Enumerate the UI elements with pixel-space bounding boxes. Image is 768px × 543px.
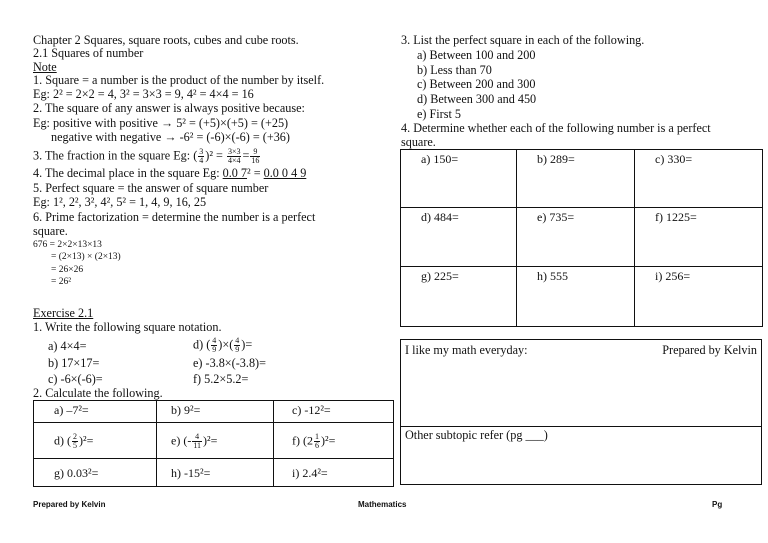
footer-page: Pg	[712, 500, 723, 509]
q2-cell-d: d) ( $\frac{2}{5}$ )²=	[34, 423, 157, 459]
fraction: $\frac{3}{4}$	[199, 147, 204, 165]
q4-cell-c: c) 330=	[635, 150, 763, 208]
question-4-cont: square.	[401, 135, 436, 149]
note-1-example: Eg: 2² = 2×2 = 4, 3² = 3×3 = 9, 4² = 4×4 = 16	[33, 87, 254, 101]
q2-cell-h: h) -15²=	[157, 459, 274, 487]
note-box-right-text: Prepared by Kelvin	[662, 343, 757, 357]
q2-cell-c: c) -12²=	[274, 401, 394, 423]
note-3-text: 3. The fraction in the square Eg: (	[33, 148, 198, 163]
question-3: 3. List the perfect square in each of the following.	[401, 33, 645, 47]
fraction: $\frac{2}{5}$	[73, 432, 77, 450]
q1-e: e) -3.8×(-3.8)=	[193, 356, 266, 370]
fraction: $\frac{1}{6}$	[315, 432, 319, 450]
q1-a: a) 4×4=	[48, 339, 87, 353]
note-2-example-1: Eg: positive with positive → 5² = (+5)×(+5) = (+25)	[33, 116, 289, 130]
note-4: 4. The decimal place in the square Eg: 0.0 7² = 0.0 0 4 9	[33, 166, 307, 180]
fraction: $\frac{4}{9}$	[235, 336, 240, 354]
note-3: 3. The fraction in the square Eg: ( $\frac{3}{4}$ )² = $\frac{3\times 3}{4\times 4}$ = $\frac{9}{16}$	[33, 147, 260, 165]
q3-item-d: d) Between 300 and 450	[417, 92, 537, 106]
q4-cell-f: f) 1225=	[635, 208, 763, 267]
fraction: $\frac{9}{16}$	[251, 147, 260, 165]
q4-cell-i: i) 256=	[635, 267, 763, 327]
footer-author: Prepared by Kelvin	[33, 500, 106, 509]
question-4: 4. Determine whether each of the following number is a perfect	[401, 121, 711, 135]
fraction: $\frac{4}{9}$	[212, 336, 217, 354]
q2-cell-f: f) (2 $\frac{1}{6}$ )²=	[274, 423, 394, 459]
q3-item-b: b) Less than 70	[417, 63, 492, 77]
fraction: $\frac{3\times 3}{4\times 4}$	[227, 147, 241, 165]
chapter-title: Chapter 2 Squares, square roots, cubes and cube roots.	[33, 33, 299, 47]
q2-table	[33, 400, 394, 487]
note-box-divider	[401, 426, 761, 427]
exercise-heading: Exercise 2.1	[33, 306, 94, 320]
note-2-example-2: negative with negative → -6² = (-6)×(-6) = (+36)	[51, 130, 290, 144]
note-5-example: Eg: 1², 2², 3², 4², 5² = 1, 4, 9, 16, 25	[33, 195, 207, 209]
q4-cell-h: h) 555	[517, 267, 635, 327]
note-5: 5. Perfect square = the answer of square number	[33, 181, 269, 195]
question-1: 1. Write the following square notation.	[33, 320, 222, 334]
q1-b: b) 17×17=	[48, 356, 100, 370]
q3-item-e: e) First 5	[417, 107, 462, 121]
q4-cell-g: g) 225=	[401, 267, 517, 327]
q3-item-a: a) Between 100 and 200	[417, 48, 536, 62]
note-box-bottom-text: Other subtopic refer (pg ___)	[405, 428, 548, 442]
note-heading: Note	[33, 60, 57, 74]
prime-factor-line-4: = 26²	[51, 277, 72, 287]
q2-cell-e: e) (- $\frac{4}{11}$ )²=	[157, 423, 274, 459]
prime-factor-line-3: = 26×26	[51, 265, 84, 275]
q1-d: d) ( $\frac{4}{9}$ )×( $\frac{4}{9}$ )=	[193, 336, 253, 354]
section-title: 2.1 Squares of number	[33, 46, 144, 60]
footer-subject: Mathematics	[358, 500, 407, 509]
note-box	[400, 339, 762, 485]
q2-cell-b: b) 9²=	[157, 401, 274, 423]
fraction: $\frac{4}{11}$	[193, 432, 202, 450]
q1-f: f) 5.2×5.2=	[193, 372, 249, 386]
q3-item-c: c) Between 200 and 300	[417, 77, 536, 91]
q4-cell-d: d) 484=	[401, 208, 517, 267]
q2-cell-a: a) –7²=	[34, 401, 157, 423]
prime-factor-line-1: 676 = 2×2×13×13	[33, 240, 102, 250]
q4-table	[400, 149, 763, 327]
q1-c: c) -6×(-6)=	[48, 372, 103, 386]
note-2: 2. The square of any answer is always positive because:	[33, 101, 305, 115]
q4-cell-b: b) 289=	[517, 150, 635, 208]
q4-cell-e: e) 735=	[517, 208, 635, 267]
note-6: 6. Prime factorization = determine the number is a perfect	[33, 210, 316, 224]
note-6-cont: square.	[33, 224, 68, 238]
note-box-left-text: I like my math everyday:	[405, 343, 528, 357]
q2-cell-i: i) 2.4²=	[274, 459, 394, 487]
q2-cell-g: g) 0.03²=	[34, 459, 157, 487]
question-2: 2. Calculate the following.	[33, 386, 163, 400]
note-1: 1. Square = a number is the product of the number by itself.	[33, 73, 325, 87]
prime-factor-line-2: = (2×13) × (2×13)	[51, 252, 121, 262]
q4-cell-a: a) 150=	[401, 150, 517, 208]
